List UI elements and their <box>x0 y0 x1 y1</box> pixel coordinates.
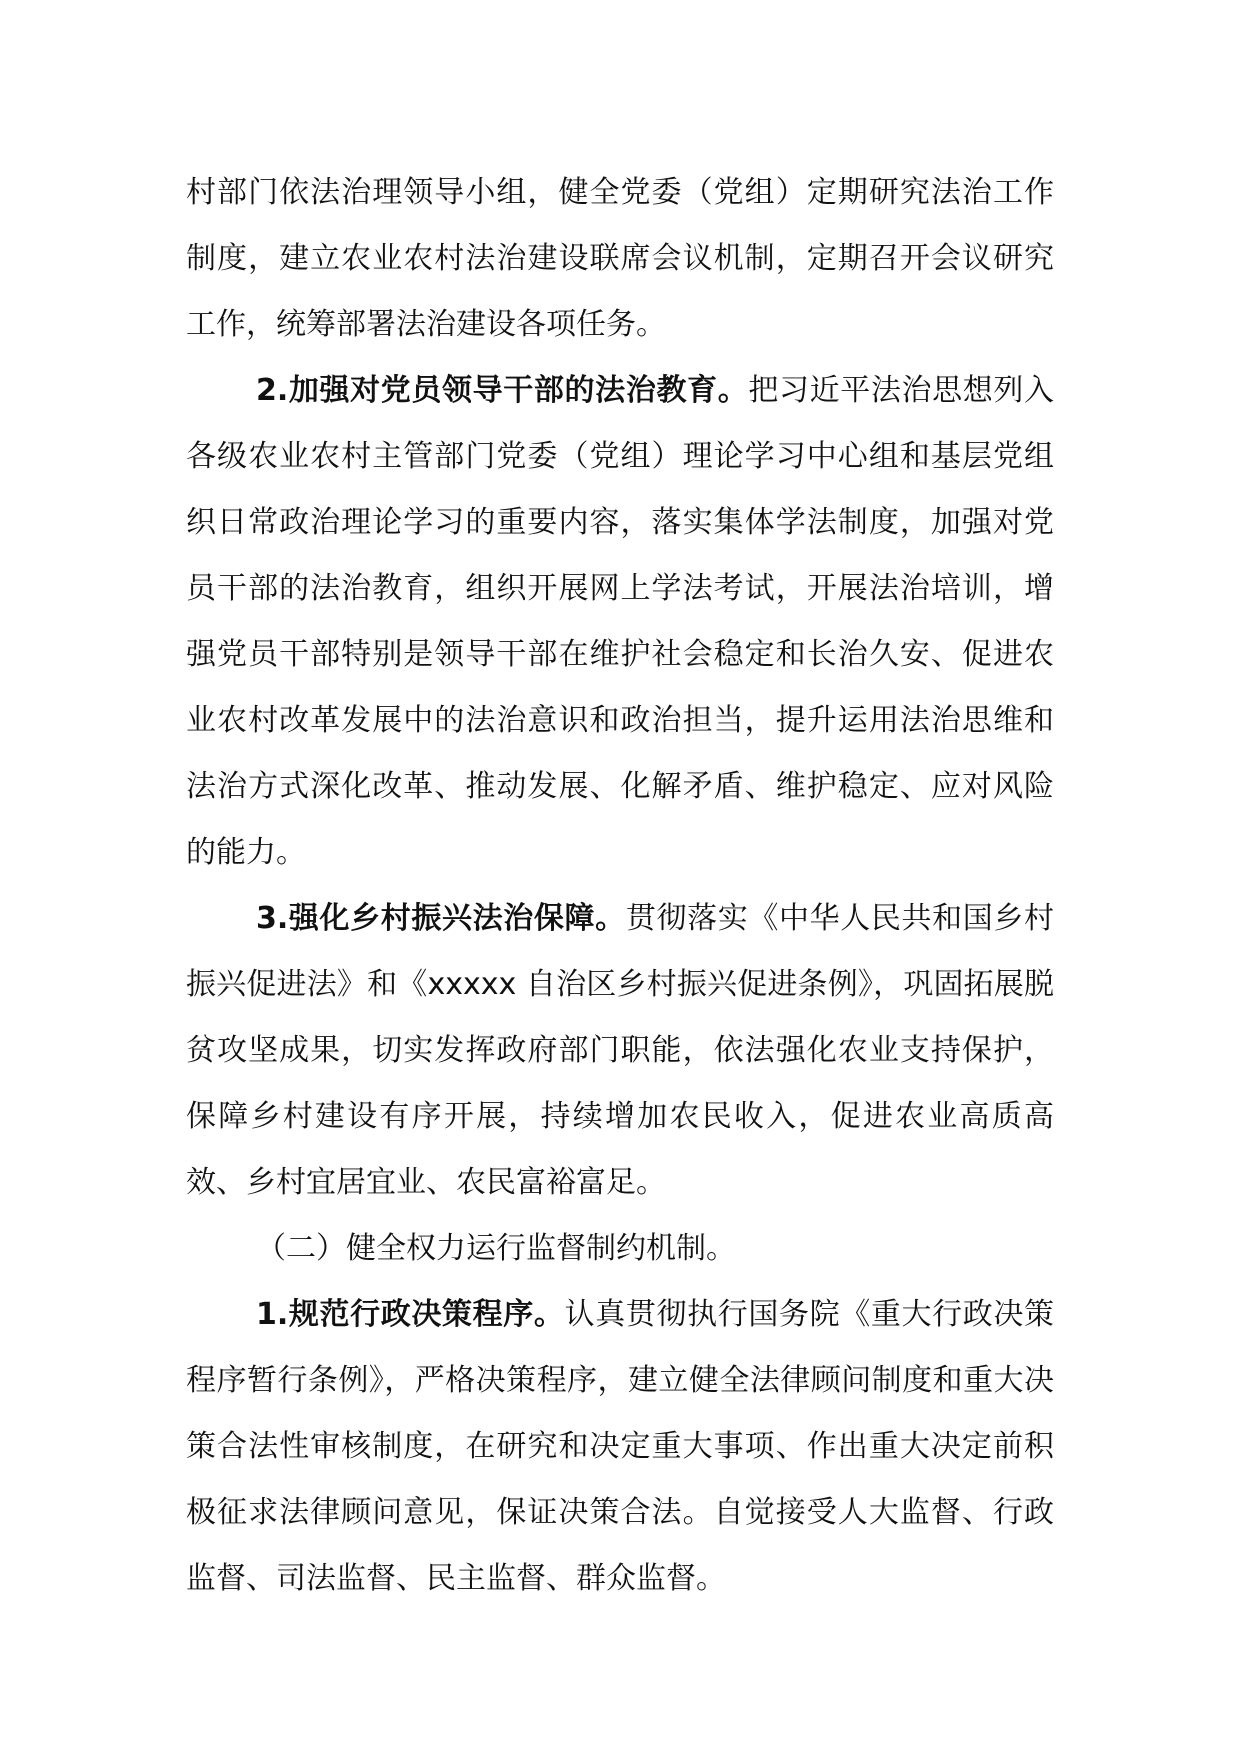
paragraph-heading: 1.规范行政决策程序。 <box>256 1297 565 1332</box>
paragraph-text: 村部门依法治理领导小组，健全党委（党组）定期研究法治工作制度，建立农业农村法治建设联席会议机制，定期召开会议研究工作，统筹部署法治建设各项任务。 <box>186 175 1054 342</box>
paragraph-item-3 <box>186 886 1054 1216</box>
paragraph-text: 把习近平法治思想列入各级农业农村主管部门党委（党组）理论学习中心组和基层党组织日常政治理论学习的重要内容，落实集体学法制度，加强对党员干部的法治教育，组织开展网上学法考试，开展法治培训，增强党员干部特别是领导干部在维护社会稳定和长治久安、促进农业农村改革发展中的法治意识和政治担当，提升运用法治思维和法治方式深化改革、推动发展、化解矛盾、维护稳定、应对风险的能力。 <box>186 373 1055 870</box>
paragraph-item-1 <box>186 1282 1054 1612</box>
paragraph-text: 贯彻落实《中华人民共和国乡村振兴促进法》和《xxxxx 自治区乡村振兴促进条例》，巩固拓展脱贫攻坚成果，切实发挥政府部门职能，依法强化农业支持保护，保障乡村建设有序开展，持续增加农民收入，促进农业高质高效、乡村宜居宜业、农民富裕富足。 <box>186 901 1055 1200</box>
paragraph-heading: 3.强化乡村振兴法治保障。 <box>256 901 626 936</box>
paragraph-continuation <box>186 160 1054 358</box>
paragraph-text: 认真贯彻执行国务院《重大行政决策程序暂行条例》，严格决策程序，建立健全法律顾问制度和重大决策合法性审核制度，在研究和决定重大事项、作出重大决定前积极征求法律顾问意见，保证决策合法。自觉接受人大监督、行政监督、司法监督、民主监督、群众监督。 <box>186 1297 1054 1596</box>
section-heading-text: （二）健全权力运行监督制约机制。 <box>256 1231 736 1266</box>
section-heading <box>186 1216 1054 1282</box>
paragraph-heading: 2.加强对党员领导干部的法治教育。 <box>256 373 749 408</box>
paragraph-item-2 <box>186 358 1054 886</box>
